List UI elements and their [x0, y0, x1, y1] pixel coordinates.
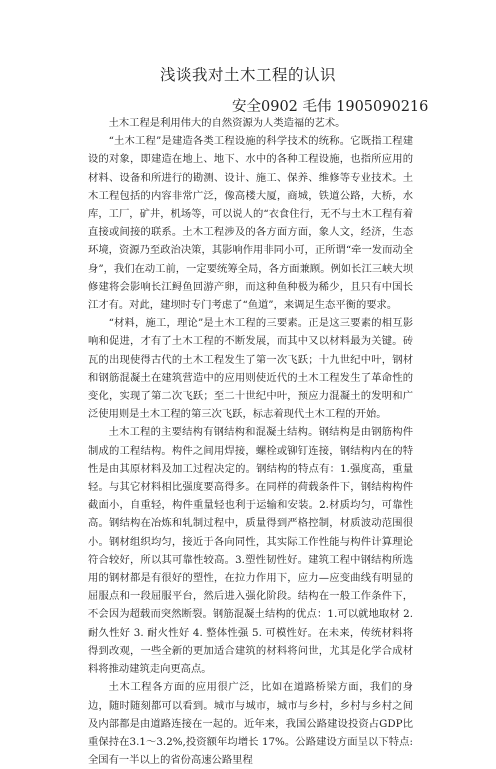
document-title: 浅谈我对土木工程的认识 [159, 66, 336, 84]
paragraph: “土木工程”是建造各类工程设施的科学技术的统称。它既指工程建设的对象，即建造在地上、地下、水中的各种工程设施，也指所应用的材料、设备和所进行的勘测、设计、施工、保养、维修等专业技术。土木工程包括的内容非常广泛，像高楼大厦，商城，铁道公路，大桥，水库，工厂，矿井，机场等，可以说人的“衣食住行，无不与土木工程有着直接或间接的联系。土木工程涉及的各方面方面，象人文，经济，生态环境，资源乃至政治决策，其影响作用非同小可，正所谓“牵一发而动全身”，我们在动工前，一定要统筹全局，各方面兼顾。例如长江三峡大坝修建将会影响长江鲟鱼回游产卵，而这种鱼种极为稀少，且只有中国长江才有。对此，建坝时专门考虑了“鱼道”，来调足生态平衡的要求。 [88, 135, 413, 312]
paragraph: 土木工程的主要结构有钢结构和混凝土结构。钢结构是由钢筋构件制成的工程结构。构件之间用焊接，螺栓或铆钉连接，钢结构内在的特性是由其原材料及加工过程决定的。钢结构的特点有：1.强度高，重量轻。与其它材料相比强度要高得多。在同样的荷载条件下，钢结构构件截面小，自重轻，构件重量轻也利于运输和安装。2.材质均匀，可靠性高。钢结构在冶炼和轧制过程中，质量得到严格控制，材质波动范围很小。钢材组织均匀，接近于各向同性，其实际工作性能与构件计算理论符合较好，所以其可靠性较高。3.塑性韧性好。建筑工程中钢结构所选用的钢材都是有很好的塑性，在拉力作用下，应力—应变曲线有明显的屈服点和一段屈服平台，然后进入强化阶段。结构在一般工作条件下，不会因为超载而突然断裂。钢筋混凝土结构的优点：1.可以就地取材 2. 耐久性好 3. 耐火性好 4. 整体性强 5. 可模性好。在未来，传统材料将得到改观，一些全新的更加适合建筑的材料将问世，尤其是化学合成材料将推动建筑走向更高点。 [88, 426, 413, 676]
paragraph: 土木工程是利用伟大的自然资源为人类造福的艺术。 [108, 117, 346, 129]
paragraph: 土木工程各方面的应用很广泛，比如在道路桥梁方面，我们的身边，随时随刻都可以看到。城市与城市，城市与乡村，乡村与乡村之间及内部都是由道路连接在一起的。近年来，我国公路建设投资占GDP比重保持在3.1～3.2%,投资额年均增长 17%。公路建设方面呈以下特点: 全国有一半以上的省份高速公路里程 [88, 681, 413, 767]
author-line: 安全0902 毛伟 1905090216 [232, 99, 429, 115]
paragraph: “材料，施工，理论”是土木工程的三要素。正是这三要素的相互影响和促进，才有了土木工程的不断发展，而其中又以材料最为关键。砖瓦的出现使得古代的土木工程发生了第一次飞跃；十九世纪中叶，钢材和钢筋混凝土在建筑营造中的应用则使近代的土木工程发生了革命性的变化，实现了第二次飞跃；至二十世纪中叶，预应力混凝土的发明和广泛使用则是土木工程的第三次飞跃，标志着现代土木工程的开始。 [88, 317, 413, 421]
document-body [88, 114, 413, 769]
